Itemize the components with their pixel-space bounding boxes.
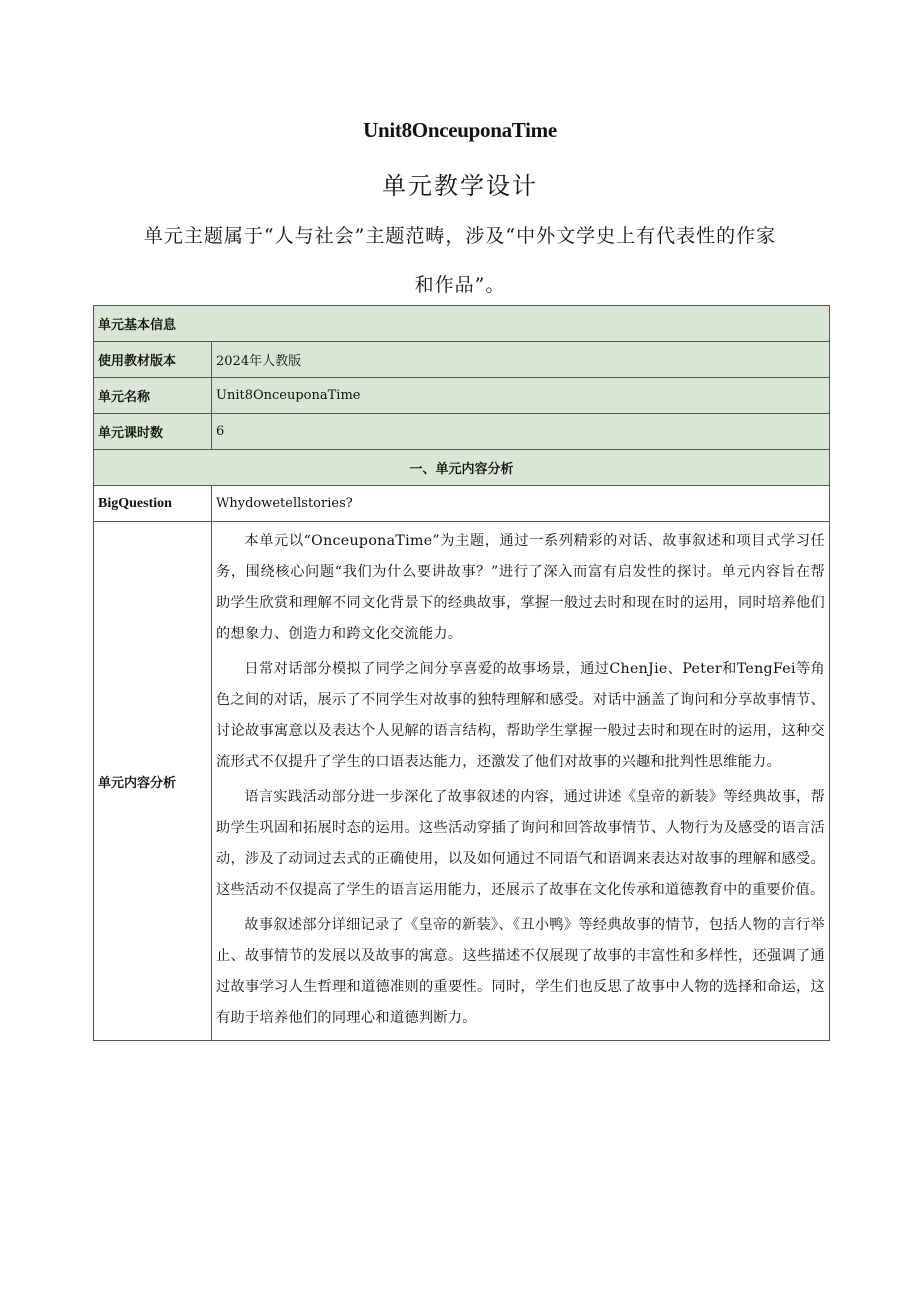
textbook-row xyxy=(94,342,830,378)
document-title-cn: 单元教学设计 xyxy=(382,172,538,200)
section-title-row xyxy=(94,450,830,486)
content-analysis-label: 单元内容分析 xyxy=(94,522,212,1041)
analysis-paragraph: 日常对话部分模拟了同学之间分享喜爱的故事场景，通过ChenJie、Peter和TengFei等角色之间的对话，展示了不同学生对故事的独特理解和感受。对话中涵盖了询问和分享故事情节、讨论故事寓意以及表达个人见解的语言结构，帮助学生掌握一般过去时和现在时的运用，这种交流形式不仅提升了学生的口语表达能力，还激发了他们对故事的兴趣和批判性思维能力。 xyxy=(216,661,826,770)
unit-name-label: 单元名称 xyxy=(94,378,212,414)
unit-name-row xyxy=(94,378,830,414)
textbook-value: 2024年人教版 xyxy=(212,342,830,378)
document-title-en: Unit8OnceuponaTime xyxy=(363,118,557,142)
analysis-paragraph: 语言实践活动部分进一步深化了故事叙述的内容，通过讲述《皇帝的新装》等经典故事，帮助学生巩固和拓展时态的运用。这些活动穿插了询问和回答故事情节、人物行为及感受的语言活动，涉及了动词过去式的正确使用，以及如何通过不同语气和语调来表达对故事的理解和感受。这些活动不仅提高了学生的语言运用能力，还展示了故事在文化传承和道德教育中的重要价值。 xyxy=(216,789,826,898)
analysis-paragraph: 故事叙述部分详细记录了《皇帝的新装》、《丑小鸭》等经典故事的情节，包括人物的言行举止、故事情节的发展以及故事的寓意。这些描述不仅展现了故事的丰富性和多样性，还强调了通过故事学习人生哲理和道德准则的重要性。同时，学生们也反思了故事中人物的选择和命运，这有助于培养他们的同理心和道德判断力。 xyxy=(216,917,826,1026)
content-analysis-body xyxy=(212,522,830,1041)
section-title: 一、单元内容分析 xyxy=(94,450,830,486)
content-analysis-row xyxy=(94,522,830,1041)
textbook-label: 使用教材版本 xyxy=(94,342,212,378)
lessons-label: 单元课时数 xyxy=(94,414,212,450)
big-question-row xyxy=(94,486,830,522)
unit-design-table xyxy=(93,305,830,1041)
analysis-paragraph: 本单元以“OnceuponaTime”为主题，通过一系列精彩的对话、故事叙述和项目式学习任务，围绕核心问题“我们为什么要讲故事？”进行了深入而富有启发性的探讨。单元内容旨在帮助学生欣赏和理解不同文化背景下的经典故事，掌握一般过去时和现在时的运用，同时培养他们的想象力、创造力和跨文化交流能力。 xyxy=(216,533,826,642)
unit-theme-intro: 单元主题属于“人与社会”主题范畴，涉及“中外文学史上有代表性的作家和作品”。 xyxy=(143,225,777,296)
lessons-row xyxy=(94,414,830,450)
unit-name-value: Unit8OnceuponaTime xyxy=(212,378,830,414)
lessons-value: 6 xyxy=(212,414,830,450)
basic-info-row xyxy=(94,306,830,342)
basic-info-header: 单元基本信息 xyxy=(94,306,830,342)
big-question-label: BigQuestion xyxy=(94,486,212,522)
big-question-value: Whydowetellstories? xyxy=(212,486,830,522)
